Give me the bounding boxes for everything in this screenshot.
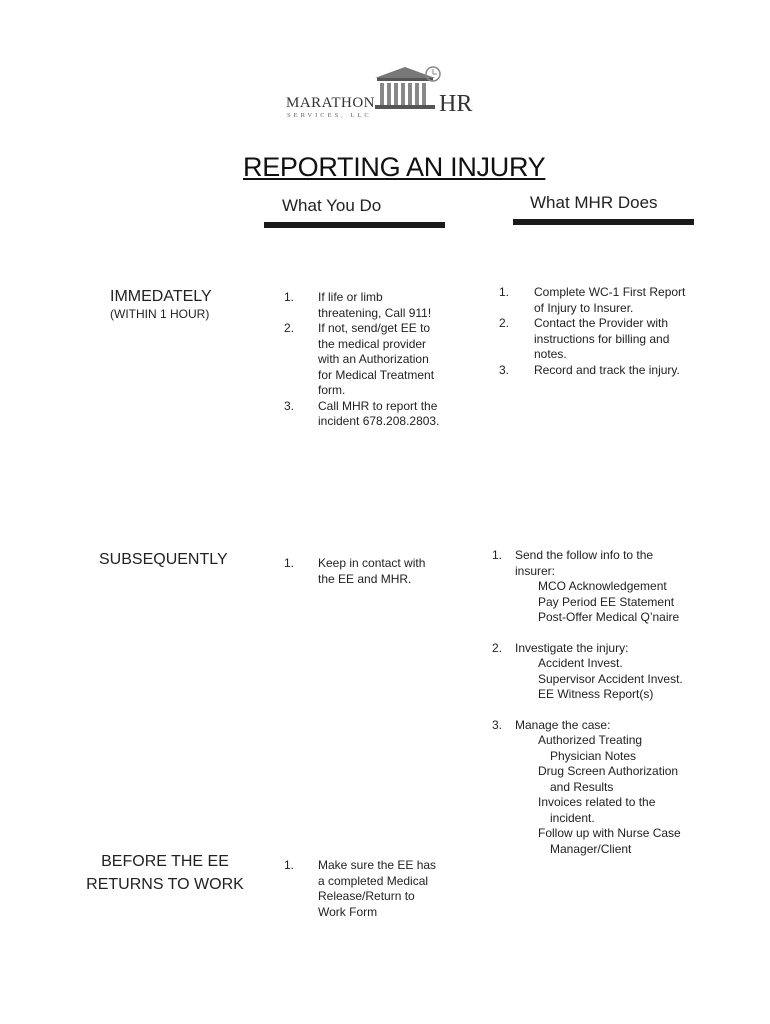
company-logo bbox=[283, 64, 483, 120]
list-item: 1. Make sure the EE has a completed Medical Release/Return to Work Form bbox=[284, 858, 437, 919]
logo-subtitle: SERVICES, LLC bbox=[287, 112, 372, 119]
phase-label-subsequently: SUBSEQUENTLY bbox=[99, 551, 228, 568]
building-logo-icon bbox=[371, 64, 441, 110]
mhr-list-subsequently bbox=[492, 548, 712, 857]
column-heading-mhr: What MHR Does bbox=[530, 193, 658, 212]
list-item: 3. Record and track the injury. bbox=[499, 362, 680, 377]
mhr-list-immediately bbox=[499, 285, 719, 378]
list-item: 2. Contact the Provider with instructions for billing and notes. bbox=[499, 316, 670, 361]
you-list-before-return bbox=[284, 858, 454, 920]
column-divider-you bbox=[264, 222, 445, 228]
phase-label-line: BEFORE THE EE bbox=[101, 853, 229, 870]
logo-wordmark: MARATHON bbox=[286, 95, 376, 111]
phase-label-immediately: IMMEDATELY bbox=[110, 288, 212, 305]
list-item: 3. Call MHR to report the incident 678.208.2803. bbox=[284, 398, 440, 428]
list-item: 2. Investigate the injury: Accident Invest. Supervisor Accident Invest. EE Witness Report(s) bbox=[492, 640, 683, 701]
column-divider-mhr bbox=[513, 219, 694, 225]
list-item: 2. If not, send/get EE to the medical provider with an Authorization for Medical Treatment form. bbox=[284, 321, 435, 397]
logo-hr: HR bbox=[439, 91, 473, 117]
phase-label-line: RETURNS TO WORK bbox=[86, 876, 244, 893]
you-list-immediately bbox=[284, 290, 454, 430]
page-title: REPORTING AN INJURY bbox=[243, 152, 546, 182]
list-item: 1. Keep in contact with the EE and MHR. bbox=[284, 556, 426, 586]
phase-sublabel-immediately: (WITHIN 1 HOUR) bbox=[110, 307, 210, 321]
you-list-subsequently bbox=[284, 556, 454, 587]
column-heading-you: What You Do bbox=[282, 196, 382, 215]
list-item: 1. If life or limb threatening, Call 911! bbox=[284, 290, 432, 320]
list-item: 1. Send the follow info to the insurer: MCO Acknowledgement Pay Period EE Statement Post-Offer Medical Q’naire bbox=[492, 548, 680, 624]
list-item: 1. Complete WC-1 First Report of Injury to Insurer. bbox=[499, 285, 686, 315]
list-item: 3. Manage the case: Authorized Treating Physician Notes Drug Screen Authorization and Results Invoices related to the incident. Follow up with Nurse Case Manager/Client bbox=[492, 717, 681, 856]
phase-label-before-return bbox=[75, 850, 255, 896]
